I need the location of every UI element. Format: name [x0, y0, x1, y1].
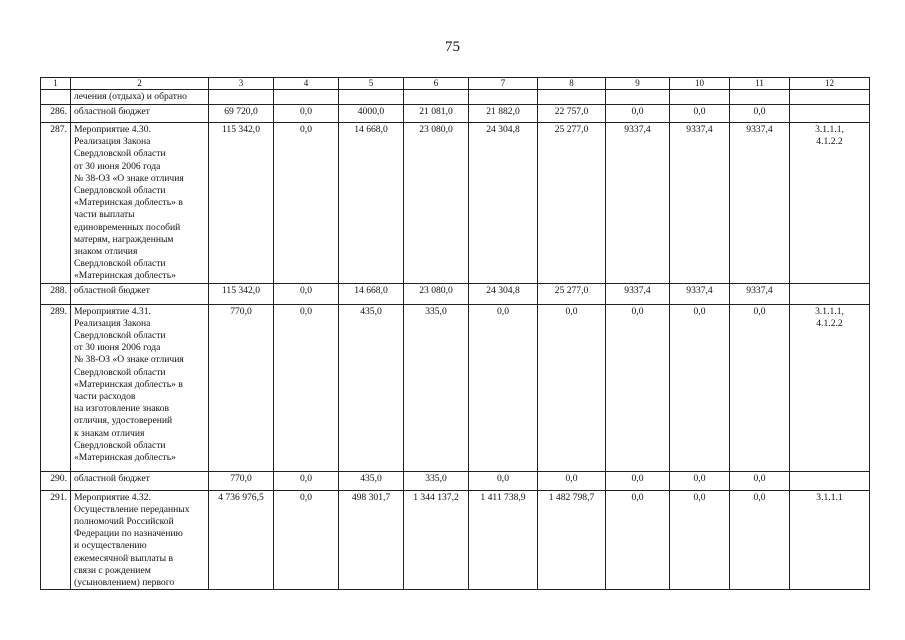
cell-col11: 0,0 [730, 471, 790, 490]
cell-target-code [790, 283, 870, 304]
cell-col5 [339, 90, 404, 105]
cell-col11: 9337,4 [730, 283, 790, 304]
column-header: 4 [274, 78, 339, 90]
row-number: 288. [41, 283, 71, 304]
row-description: областной бюджет [71, 471, 209, 490]
row-number: 286. [41, 105, 71, 123]
cell-col10 [670, 90, 730, 105]
cell-col8: 25 277,0 [538, 123, 606, 284]
table-row [41, 105, 870, 123]
cell-col4: 0,0 [274, 471, 339, 490]
cell-target-code: 3.1.1.1, 4.1.2.2 [790, 123, 870, 284]
cell-col10: 0,0 [670, 471, 730, 490]
cell-col5: 14 668,0 [339, 283, 404, 304]
column-header: 3 [209, 78, 274, 90]
cell-col8: 1 482 798,7 [538, 490, 606, 590]
cell-col4 [274, 90, 339, 105]
row-number: 290. [41, 471, 71, 490]
cell-col10: 9337,4 [670, 283, 730, 304]
cell-col10: 0,0 [670, 304, 730, 471]
row-description: областной бюджет [71, 105, 209, 123]
table-row [41, 123, 870, 284]
cell-col11: 0,0 [730, 105, 790, 123]
cell-col8: 22 757,0 [538, 105, 606, 123]
cell-col9: 0,0 [606, 304, 670, 471]
cell-col6: 23 080,0 [404, 283, 469, 304]
cell-col11: 0,0 [730, 490, 790, 590]
column-header: 9 [606, 78, 670, 90]
column-header: 2 [71, 78, 209, 90]
cell-col9 [606, 90, 670, 105]
column-header: 12 [790, 78, 870, 90]
cell-col5: 4000,0 [339, 105, 404, 123]
cell-col9: 0,0 [606, 471, 670, 490]
cell-col6: 23 080,0 [404, 123, 469, 284]
table-row [41, 90, 870, 105]
cell-total: 115 342,0 [209, 283, 274, 304]
column-header: 6 [404, 78, 469, 90]
cell-total: 4 736 976,5 [209, 490, 274, 590]
column-header: 7 [469, 78, 538, 90]
row-description: областной бюджет [71, 283, 209, 304]
cell-col6: 21 081,0 [404, 105, 469, 123]
cell-col10: 0,0 [670, 490, 730, 590]
cell-col8: 0,0 [538, 471, 606, 490]
column-header: 1 [41, 78, 71, 90]
cell-col9: 9337,4 [606, 283, 670, 304]
cell-col8: 0,0 [538, 304, 606, 471]
cell-col4: 0,0 [274, 105, 339, 123]
cell-col6: 1 344 137,2 [404, 490, 469, 590]
cell-col10: 9337,4 [670, 123, 730, 284]
cell-col11 [730, 90, 790, 105]
column-header: 5 [339, 78, 404, 90]
cell-col7: 0,0 [469, 471, 538, 490]
cell-col10: 0,0 [670, 105, 730, 123]
cell-total: 770,0 [209, 471, 274, 490]
cell-col8: 25 277,0 [538, 283, 606, 304]
cell-total: 770,0 [209, 304, 274, 471]
table-header-row [41, 78, 870, 90]
cell-target-code: 3.1.1.1, 4.1.2.2 [790, 304, 870, 471]
table-row [41, 304, 870, 471]
cell-total: 115 342,0 [209, 123, 274, 284]
cell-col4: 0,0 [274, 123, 339, 284]
column-header: 8 [538, 78, 606, 90]
cell-col7: 24 304,8 [469, 123, 538, 284]
cell-col7 [469, 90, 538, 105]
cell-total: 69 720,0 [209, 105, 274, 123]
cell-col5: 14 668,0 [339, 123, 404, 284]
row-description: Мероприятие 4.31. Реализация Закона Свердловской области от 30 июня 2006 года № 38-ОЗ «О знаке отличия Свердловской области «Материнская доблесть» в части расходов на изготовление знаков отличия, удостоверений к знакам отличия Свердловской области «Материнская доблесть» [71, 304, 209, 471]
table-row [41, 490, 870, 590]
cell-col9: 0,0 [606, 490, 670, 590]
cell-col11: 0,0 [730, 304, 790, 471]
table-row [41, 283, 870, 304]
cell-col6: 335,0 [404, 304, 469, 471]
cell-col5: 498 301,7 [339, 490, 404, 590]
table-row [41, 471, 870, 490]
cell-col7: 21 882,0 [469, 105, 538, 123]
cell-col4: 0,0 [274, 304, 339, 471]
row-description: Мероприятие 4.30. Реализация Закона Свердловской области от 30 июня 2006 года № 38-ОЗ «О знаке отличия Свердловской области «Материнская доблесть» в части выплаты единовременных пособий матерям, награжденным знаком отличия Свердловской области «Материнская доблесть» [71, 123, 209, 284]
cell-col4: 0,0 [274, 283, 339, 304]
cell-col7: 0,0 [469, 304, 538, 471]
column-header: 10 [670, 78, 730, 90]
cell-col11: 9337,4 [730, 123, 790, 284]
row-description: лечения (отдыха) и обратно [71, 90, 209, 105]
cell-col7: 1 411 738,9 [469, 490, 538, 590]
cell-col9: 9337,4 [606, 123, 670, 284]
row-number: 289. [41, 304, 71, 471]
cell-col6 [404, 90, 469, 105]
cell-col5: 435,0 [339, 471, 404, 490]
page-number: 75 [445, 39, 460, 55]
cell-target-code [790, 105, 870, 123]
cell-col4: 0,0 [274, 490, 339, 590]
row-number [41, 90, 71, 105]
cell-col5: 435,0 [339, 304, 404, 471]
cell-total [209, 90, 274, 105]
budget-table [40, 77, 870, 590]
column-header: 11 [730, 78, 790, 90]
cell-target-code: 3.1.1.1 [790, 490, 870, 590]
cell-col9: 0,0 [606, 105, 670, 123]
row-description: Мероприятие 4.32. Осуществление переданных полномочий Российской Федерации по назначению и осуществлению ежемесячной выплаты в связи с рождением (усыновлением) первого [71, 490, 209, 590]
row-number: 291. [41, 490, 71, 590]
cell-col7: 24 304,8 [469, 283, 538, 304]
row-number: 287. [41, 123, 71, 284]
cell-col6: 335,0 [404, 471, 469, 490]
cell-target-code [790, 90, 870, 105]
cell-target-code [790, 471, 870, 490]
cell-col8 [538, 90, 606, 105]
